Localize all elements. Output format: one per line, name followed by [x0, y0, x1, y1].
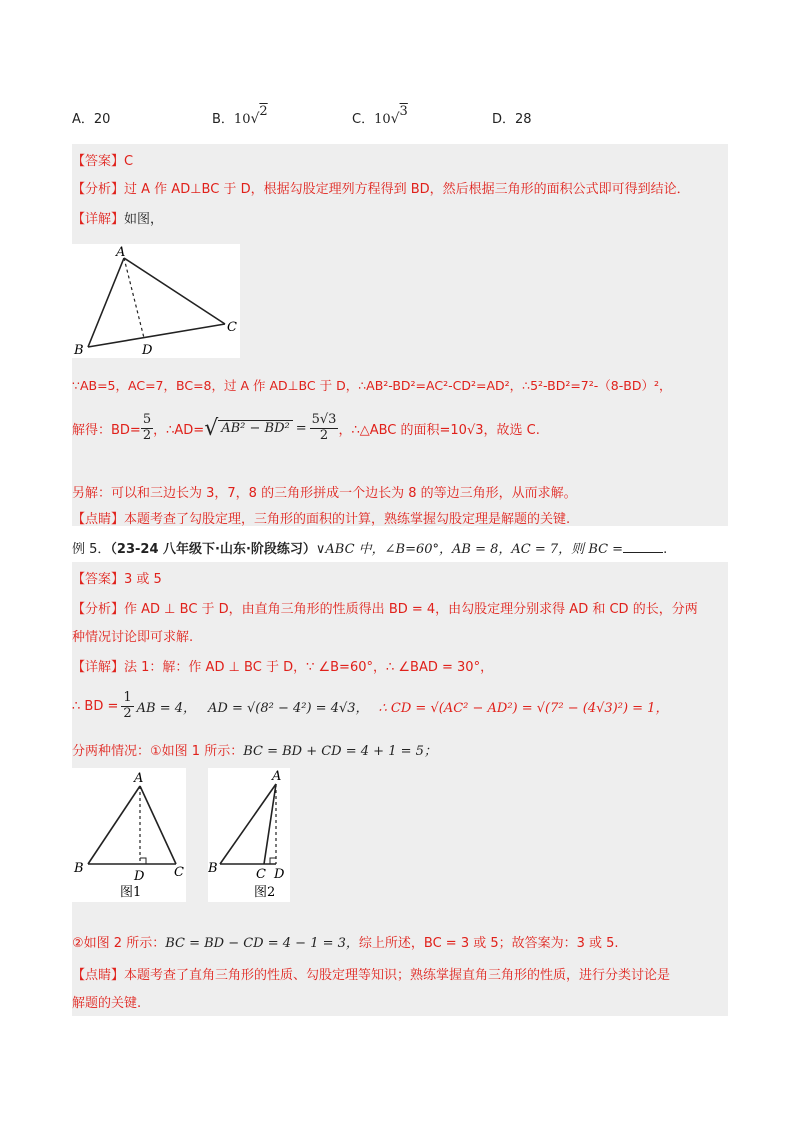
q4-label-c: C: [227, 320, 237, 335]
fig2-label-c: C: [256, 867, 266, 882]
q4-triangle-svg: [72, 244, 240, 358]
q5-figure-2-svg: [208, 768, 290, 902]
q4-detail: 【详解】如图，: [72, 212, 164, 227]
q5-answer: 【答案】3 或 5: [72, 572, 162, 587]
q5-detail-1: 【详解】法 1：解：作 AD ⊥ BC 于 D，∵ ∠B=60°，∴ ∠BAD = 30°，: [72, 660, 494, 675]
q5-figure-1-svg: [72, 768, 186, 902]
fig2-caption: 图2: [254, 885, 276, 900]
q5-case-2: ②如图 2 所示：BC = BD − CD = 4 − 1 = 3，综上所述，BC = 3 或 5；故答案为：3 或 5.: [72, 936, 619, 951]
q5-comment-2: 解题的关键.: [72, 996, 142, 1011]
fig1-label-c: C: [174, 865, 184, 880]
option-c: C．10√3: [352, 104, 408, 127]
fig1-caption: 图1: [120, 885, 142, 900]
option-b: B．10√2: [212, 104, 268, 127]
q5-solution-block: [72, 562, 728, 1016]
q4-triangle-figure: [72, 244, 240, 358]
fig1-label-b: B: [74, 861, 84, 876]
fig2-label-a: A: [272, 769, 282, 784]
q4-equation-line: ∵AB=5，AC=7，BC=8，过 A 作 AD⊥BC 于 D，∴AB²-BD²=AC²-CD²=AD²，∴5²-BD²=7²-（8-BD）²，: [72, 378, 672, 393]
q4-answer: 【答案】C: [72, 154, 134, 169]
fig2-label-b: B: [208, 861, 218, 876]
q5-detail-2: ∴ BD = $\frac{1}{2}$ AB = 4， AD = √(8² − 4²) = 4√3， ∴ CD = √(AC² − AD²) = √(7² − (4√3)²) = 1，: [72, 690, 669, 721]
q5-figure-1: [72, 768, 186, 902]
q5-analysis-1: 【分析】作 AD ⊥ BC 于 D，由直角三角形的性质得出 BD = 4，由勾股定理分别求得 AD 和 CD 的长，分两: [72, 602, 698, 617]
q4-alt-solution: 另解：可以和三边长为 3，7，8 的三角形拼成一个边长为 8 的等边三角形，从而求解。: [72, 486, 577, 501]
q4-label-b: B: [74, 343, 84, 358]
q4-bd-fraction: $\frac{5}{2}$: [142, 412, 152, 443]
q5-half-fraction: $\frac{1}{2}$: [123, 690, 132, 721]
option-d: D．28: [492, 112, 532, 127]
q5-figure-2: [208, 768, 290, 902]
fig1-label-d: D: [134, 869, 145, 884]
q4-label-d: D: [142, 343, 153, 358]
q4-comment: 【点睛】本题考查了勾股定理，三角形的面积的计算，熟练掌握勾股定理是解题的关键.: [72, 512, 571, 527]
q4-ad-fraction: $\frac{5√3}{2}$: [311, 412, 337, 443]
q4-solution-block: [72, 144, 728, 526]
q5-cases: 分两种情况：①如图 1 所示：BC = BD + CD = 4 + 1 = 5；: [72, 744, 437, 759]
fig1-label-a: A: [134, 771, 144, 786]
q4-label-a: A: [116, 245, 126, 260]
q4-analysis: 【分析】过 A 作 AD⊥BC 于 D，根据勾股定理列方程得到 BD，然后根据三角形的面积公式即可得到结论．: [72, 182, 690, 197]
answer-blank: [623, 552, 663, 553]
fig2-label-d: D: [274, 867, 285, 882]
q5-analysis-2: 种情况讨论即可求解.: [72, 630, 194, 645]
q5-stem: 例 5．（23-24 八年级下·山东·阶段练习）∨ABC 中，∠B=60°，AB = 8，AC = 7，则 BC = .: [72, 542, 668, 557]
option-a: A．20: [72, 112, 111, 127]
q5-comment-1: 【点睛】本题考查了直角三角形的性质、勾股定理等知识；熟练掌握直角三角形的性质，进行分类讨论是: [72, 968, 671, 983]
q4-solve-line: 解得：BD= $\frac{5}{2}$ ，∴AD= √ AB² − BD² = $\frac{5√3}{2}$ ，∴△ABC 的面积=10√3，故选 C.: [72, 412, 540, 443]
